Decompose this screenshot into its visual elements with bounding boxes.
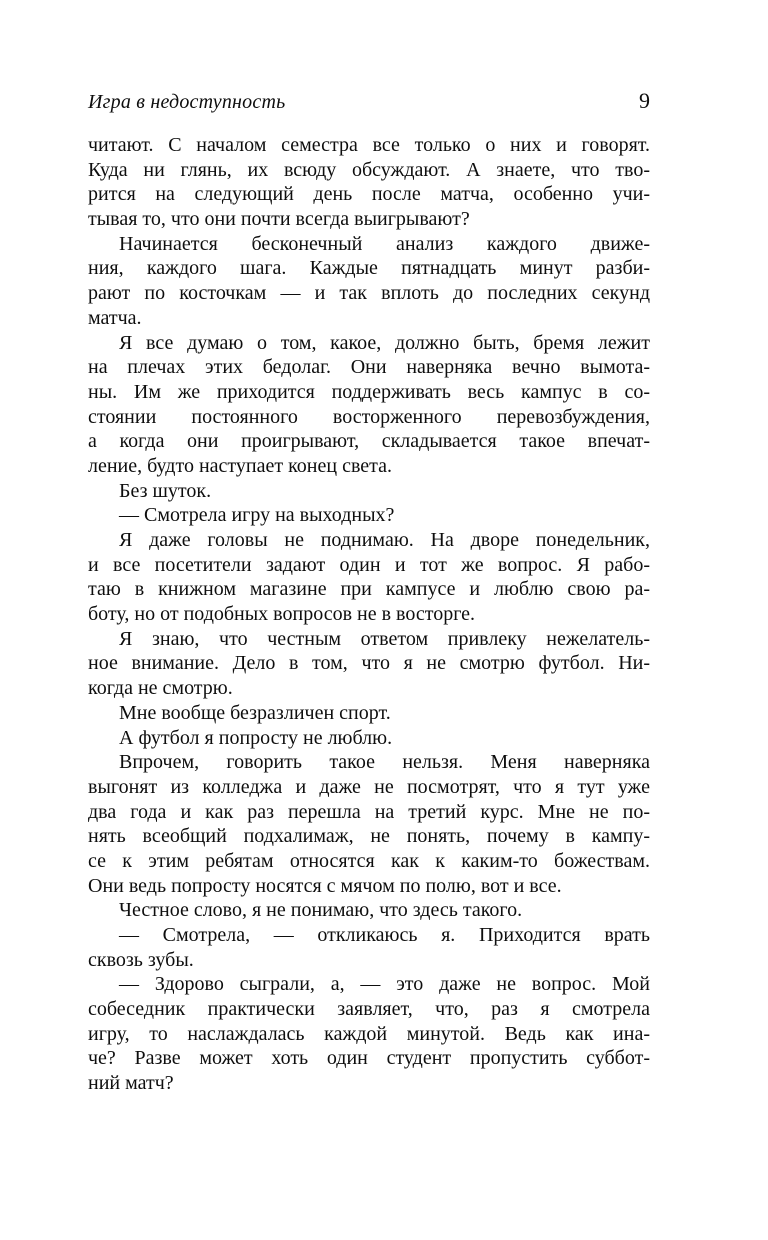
paragraph xyxy=(88,898,650,923)
text-line: ний матч? xyxy=(88,1072,174,1095)
paragraph xyxy=(88,479,650,504)
paragraph xyxy=(88,701,650,726)
running-title: Игра в недоступность xyxy=(88,91,286,113)
paragraph xyxy=(88,232,650,331)
text-line: Впрочем, говорить такое нельзя. Меня наверняка xyxy=(119,751,650,774)
text-line: — Смотрела, — откликаюсь я. Приходится врать xyxy=(119,924,650,946)
paragraph xyxy=(88,503,650,528)
text-line: ны. Им же приходится поддерживать весь кампус в со- xyxy=(88,380,650,403)
text-line: се к этим ребятам относятся как к каким-то божествам. xyxy=(88,849,650,872)
text-line: ление, будто наступает конец света. xyxy=(88,454,393,477)
text-column xyxy=(88,133,650,1096)
text-line: ное внимание. Дело в том, что я не смотрю футбол. Ни- xyxy=(88,652,650,675)
text-line: когда не смотрю. xyxy=(88,677,233,700)
text-line: ния, каждого шага. Каждые пятнадцать минут разби- xyxy=(88,257,650,280)
text-line: читают. С началом семестра все только о них и говорят. xyxy=(88,134,650,156)
paragraph xyxy=(88,627,650,701)
text-line: Без шуток. xyxy=(119,479,212,502)
text-line: таю в книжном магазине при кампусе и люблю свою ра- xyxy=(88,578,650,601)
text-line: матча. xyxy=(88,306,142,329)
page-number: 9 xyxy=(639,88,650,113)
paragraph xyxy=(88,923,650,972)
text-line: Куда ни глянь, их всюду обсуждают. А знаете, что тво- xyxy=(88,158,650,181)
text-line: тывая то, что они почти всегда выигрывают? xyxy=(88,208,470,231)
text-line: собеседник практически заявляет, что, раз я смотрела xyxy=(88,998,650,1021)
text-line: Я знаю, что честным ответом привлеку нежелатель- xyxy=(119,627,650,650)
paragraph xyxy=(88,972,650,1095)
text-line: на плечах этих бедолаг. Они наверняка вечно вымота- xyxy=(88,356,650,379)
paragraph xyxy=(88,133,650,232)
text-line: стоянии постоянного восторженного перевозбуждения, xyxy=(88,405,650,428)
paragraph xyxy=(88,528,650,627)
paragraph xyxy=(88,726,650,751)
text-line: Мне вообще безразличен спорт. xyxy=(119,701,391,724)
text-line: Они ведь попросту носятся с мячом по полю, вот и все. xyxy=(88,874,562,897)
text-line: боту, но от подобных вопросов не в восторге. xyxy=(88,603,476,626)
text-line: а когда они проигрывают, складывается такое впечат- xyxy=(88,430,650,453)
text-line: нять всеобщий подхалимаж, не понять, почему в кампу- xyxy=(88,825,650,848)
paragraph xyxy=(88,331,650,479)
text-line: выгонят из колледжа и даже не посмотрят, что я тут уже xyxy=(88,775,650,798)
paragraph xyxy=(88,750,650,898)
text-line: Я даже головы не поднимаю. На дворе понедельник, xyxy=(119,529,650,551)
text-line: Честное слово, я не понимаю, что здесь такого. xyxy=(119,899,523,922)
text-line: два года и как раз перешла на третий курс. Мне не по- xyxy=(88,800,650,823)
text-line: че? Разве может хоть один студент пропустить суббот- xyxy=(88,1047,650,1070)
text-line: игру, то наслаждалась каждой минутой. Ведь как ина- xyxy=(88,1022,650,1045)
text-line: — Здорово сыграли, а, — это даже не вопрос. Мой xyxy=(119,973,650,996)
text-line: сквозь зубы. xyxy=(88,948,194,971)
page-header xyxy=(88,88,650,114)
text-line: и все посетители задают один и тот же вопрос. Я рабо- xyxy=(88,553,650,576)
text-line: Я все думаю о том, какое, должно быть, бремя лежит xyxy=(119,331,650,354)
text-line: рится на следующий день после матча, особенно учи- xyxy=(88,183,650,206)
text-line: А футбол я попросту не люблю. xyxy=(119,726,393,749)
text-line: Начинается бесконечный анализ каждого движе- xyxy=(119,232,650,255)
text-line: — Смотрела игру на выходных? xyxy=(119,504,395,527)
text-line: рают по косточкам — и так вплоть до последних секунд xyxy=(88,282,650,305)
